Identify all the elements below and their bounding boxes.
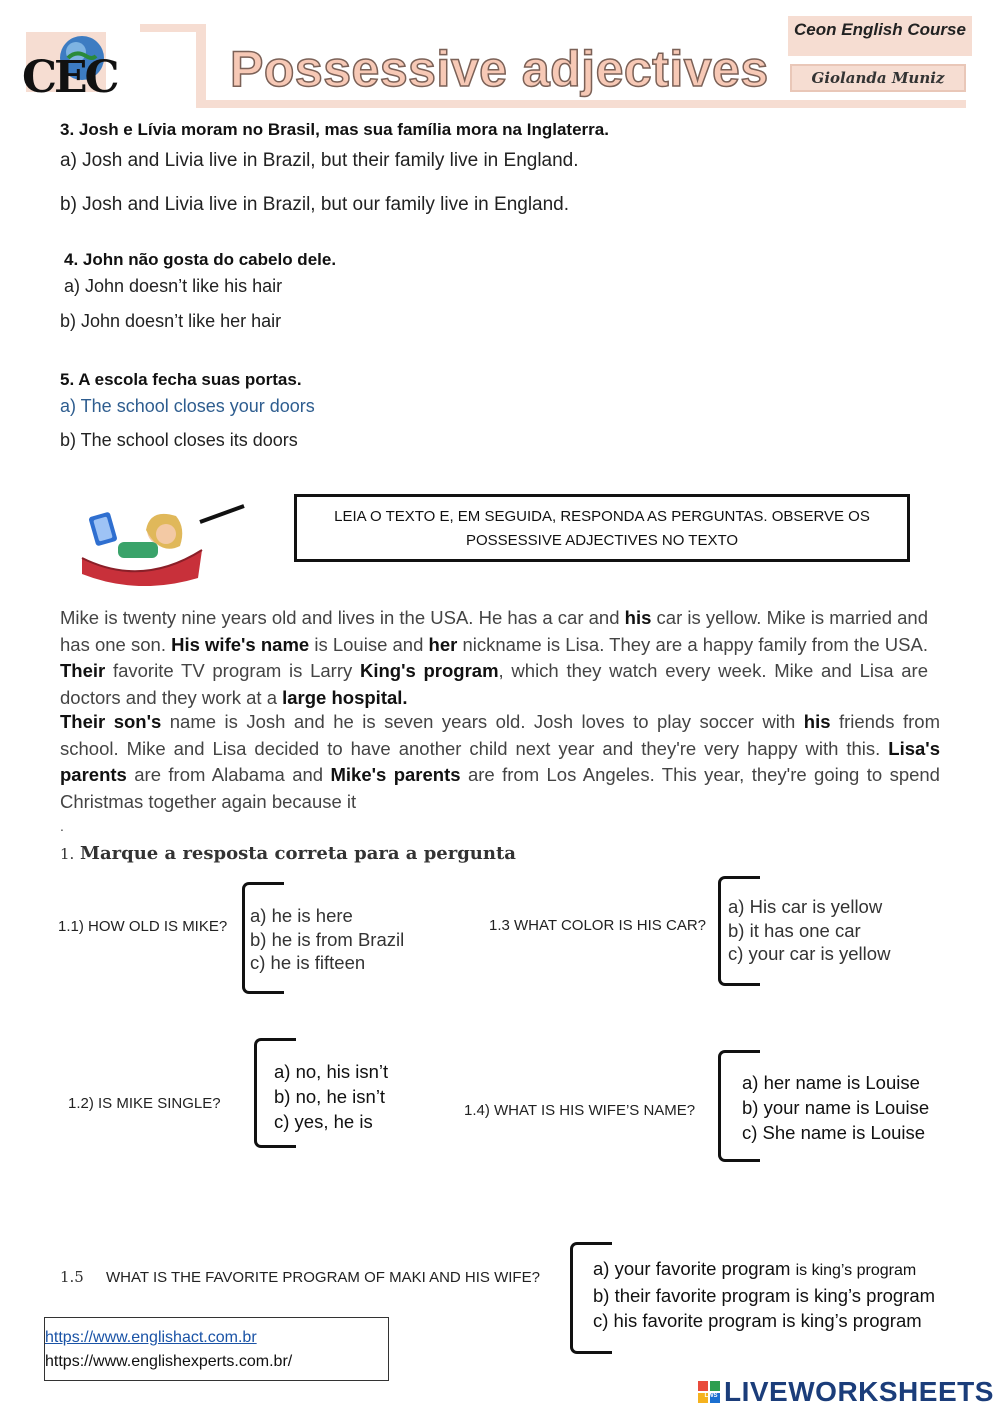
question-1-2-options xyxy=(274,1059,388,1134)
question-1-2-option-c[interactable]: c) yes, he is xyxy=(274,1111,373,1132)
source-link-englishexperts[interactable]: https://www.englishexperts.com.br/ xyxy=(45,1353,293,1370)
question-1-2-option-a[interactable]: a) no, his isn’t xyxy=(274,1061,389,1082)
passage-highlight: Mike's parents xyxy=(330,764,461,785)
passage-text: name is Josh and he is seven years old. Josh loves to play soccer with xyxy=(161,711,804,732)
question-1-1-options xyxy=(250,904,404,975)
passage-paragraph-1 xyxy=(60,605,928,711)
question-1-5-option-c[interactable]: c) his favorite program is king’s program xyxy=(593,1310,922,1331)
passage-highlight: His wife's name xyxy=(171,633,310,655)
question-1-1-option-a[interactable]: a) he is here xyxy=(250,905,353,926)
question-3-option-b[interactable]: b) Josh and Livia live in Brazil, but our family live in England. xyxy=(60,194,570,215)
liveworksheets-icon-letters: LWS xyxy=(704,1393,718,1399)
header-frame-left xyxy=(196,24,206,106)
passage-highlight: Their son's xyxy=(60,711,162,732)
passage-paragraph-2 xyxy=(60,709,940,815)
passage-highlight: King's program xyxy=(359,660,499,681)
logo-text: CEC xyxy=(22,52,117,103)
question-1-5-option-b[interactable]: b) their favorite program is king’s program xyxy=(593,1285,936,1306)
author-label: Giolanda Muniz xyxy=(790,64,966,92)
passage-dot: . xyxy=(60,818,64,834)
question-5-option-a[interactable]: a) The school closes your doors xyxy=(60,396,315,416)
header-frame-bottom xyxy=(196,100,966,108)
question-1-5-label: WHAT IS THE FAVORITE PROGRAM OF MAKI AND HIS WIFE? xyxy=(106,1269,540,1286)
source-link-englishact[interactable]: https://www.englishact.com.br xyxy=(45,1329,257,1346)
question-4-option-a[interactable]: a) John doesn’t like his hair xyxy=(64,276,283,296)
passage-text: nickname is Lisa. They are a happy family from the USA. xyxy=(457,633,928,655)
liveworksheets-text: LIVEWORKSHEETS xyxy=(724,1376,994,1407)
question-5-option-b[interactable]: b) The school closes its doors xyxy=(60,430,298,450)
option-text-small: is king’s program xyxy=(795,1262,917,1279)
question-1-3-options xyxy=(728,895,890,966)
question-1-4-label: 1.4) WHAT IS HIS WIFE’S NAME? xyxy=(464,1102,696,1119)
question-3-option-a[interactable]: a) Josh and Livia live in Brazil, but their family live in England. xyxy=(60,150,579,171)
question-1-2-label: 1.2) IS MIKE SINGLE? xyxy=(68,1095,221,1112)
question-1-4-option-c[interactable]: c) She name is Louise xyxy=(742,1122,926,1143)
passage-highlight: large hospital. xyxy=(282,686,408,708)
question-4-option-b[interactable]: b) John doesn’t like her hair xyxy=(60,311,282,331)
passage-highlight: Lisa's parents xyxy=(60,737,940,785)
exercise-title-text: Marque a resposta correta para a pergunta xyxy=(80,843,516,864)
question-1-3-label: 1.3 WHAT COLOR IS HIS CAR? xyxy=(489,917,706,934)
passage-text: , which they watch every week. Mike and Lisa are doctors and they work at a xyxy=(60,660,928,708)
exercise-number: 1. xyxy=(60,845,75,863)
passage-text: favorite TV program is Larry xyxy=(105,660,360,681)
exercise-title xyxy=(60,843,516,864)
passage-highlight: Their xyxy=(60,660,106,681)
question-4-title: 4. John não gosta do cabelo dele. xyxy=(64,250,337,269)
passage-text: are from Alabama and xyxy=(126,764,331,785)
reading-girl-illustration xyxy=(78,500,248,591)
question-1-4-option-a[interactable]: a) her name is Louise xyxy=(742,1072,920,1093)
question-1-5-number: 1.5 xyxy=(60,1268,84,1286)
instructions-box xyxy=(294,494,910,562)
question-1-1-option-c[interactable]: c) he is fifteen xyxy=(250,952,366,973)
passage-text: Mike is twenty nine years old and lives in the USA. He has a car and xyxy=(60,607,625,628)
passage-highlight: his xyxy=(803,711,831,732)
course-label: Ceon English Course xyxy=(788,16,972,56)
question-1-5-options xyxy=(593,1256,935,1333)
passage-text: is Louise and xyxy=(309,633,429,655)
passage-highlight: her xyxy=(428,633,458,655)
question-1-2-option-b[interactable]: b) no, he isn’t xyxy=(274,1086,386,1107)
page-title: Possessive adjectives xyxy=(230,41,769,97)
liveworksheets-brand[interactable] xyxy=(698,1376,994,1408)
question-1-3-option-c[interactable]: c) your car is yellow xyxy=(728,943,891,964)
question-1-4-option-b[interactable]: b) your name is Louise xyxy=(742,1097,930,1118)
option-text: a) your favorite program xyxy=(593,1258,796,1279)
sources-box xyxy=(44,1317,389,1381)
question-1-3-option-a[interactable]: a) His car is yellow xyxy=(728,896,883,917)
passage-text: are from Los Angeles. This year, they're going to spend Christmas together again because it xyxy=(60,764,940,812)
question-1-3-option-b[interactable]: b) it has one car xyxy=(728,919,861,941)
passage-highlight: his xyxy=(624,607,652,628)
instructions-line-1: LEIA O TEXTO E, EM SEGUIDA, RESPONDA AS PERGUNTAS. OBSERVE OS xyxy=(334,508,870,525)
passage-text: friends from school. Mike and Lisa decided to have another child next year and they're very happy with this. xyxy=(60,711,940,759)
question-5-title: 5. A escola fecha suas portas. xyxy=(60,370,302,389)
question-1-1-label: 1.1) HOW OLD IS MIKE? xyxy=(58,918,228,935)
question-1-4-options xyxy=(742,1070,929,1145)
instructions-line-2: POSSESSIVE ADJECTIVES NO TEXTO xyxy=(465,532,739,549)
question-3-title: 3. Josh e Lívia moram no Brasil, mas sua família mora na Inglaterra. xyxy=(60,120,609,139)
passage-text: car is yellow. Mike is married and has one son. xyxy=(60,607,929,655)
question-1-1-option-b[interactable]: b) he is from Brazil xyxy=(250,928,405,950)
question-1-5-option-a[interactable] xyxy=(593,1256,935,1283)
